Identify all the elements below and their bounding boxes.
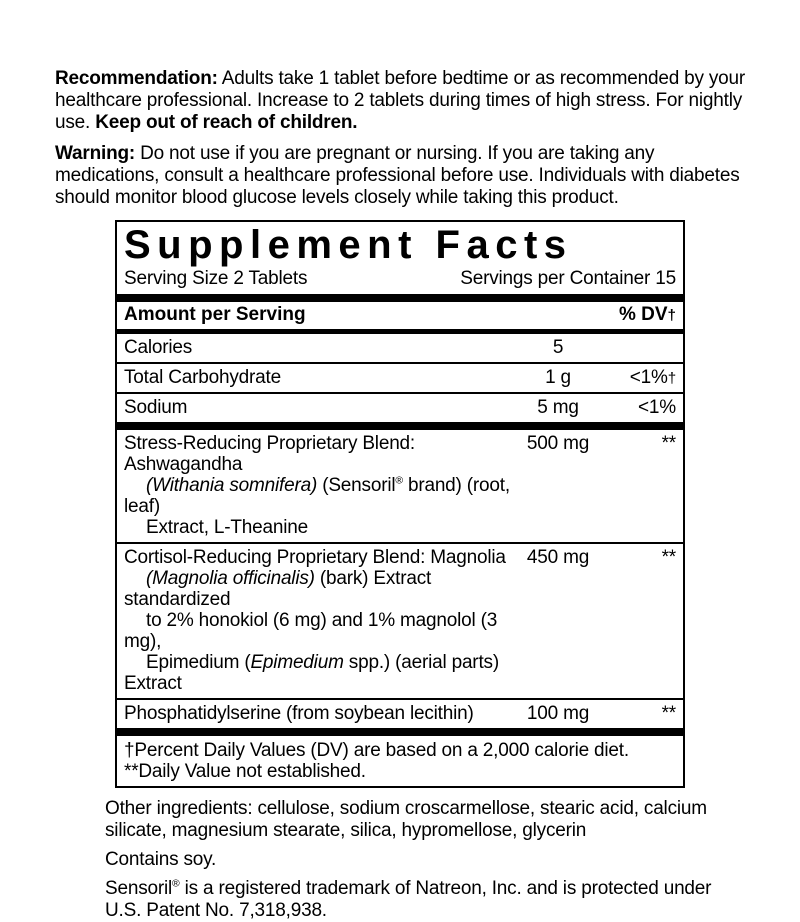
nutrient-row-calories (117, 334, 683, 362)
warning-body: Do not use if you are pregnant or nursing. If you are taking any medications, consult a healthcare professional before use. Individuals with diabetes should monitor blood glucose levels closely while taking this product. (55, 143, 740, 208)
keep-out-of-reach-sentence: Keep out of reach of children. (95, 112, 358, 133)
nutrient-amount: 1 g (545, 367, 571, 388)
nutrient-row-sodium (117, 394, 683, 422)
registered-mark: ® (172, 878, 180, 890)
blend-line: (Magnolia officinalis) (bark) Extract standardized (124, 568, 432, 610)
dagger-symbol: † (667, 370, 676, 387)
supplement-facts-panel (115, 220, 685, 788)
blend-dv: ** (661, 547, 676, 568)
servings-per-container: Servings per Container 15 (460, 268, 676, 289)
blend-row-stress-reducing (117, 430, 683, 542)
blend-amount: 450 mg (526, 547, 590, 568)
footnotes (117, 736, 683, 786)
contains-statement: Contains soy. (105, 849, 217, 870)
nutrient-amount: 5 mg (537, 397, 579, 418)
serving-size: Serving Size 2 Tablets (124, 268, 308, 289)
footnote-daily-values: †Percent Daily Values (DV) are based on a 2,000 calorie diet. (124, 740, 629, 761)
nutrient-name: Total Carbohydrate (124, 367, 281, 388)
divider-thick-footnotes (117, 728, 683, 736)
column-header-dv: % DV† (618, 304, 676, 325)
trademark-statement: Sensoril® is a registered trademark of Natreon, Inc. and is protected under U.S. Patent No. 7,318,938. (105, 878, 712, 921)
nutrient-amount: 5 (552, 337, 564, 358)
registered-mark: ® (395, 475, 403, 487)
serving-row (117, 267, 683, 294)
botanical-name: Epimedium (250, 652, 344, 673)
footer-text-block (105, 798, 750, 922)
warning-label: Warning: (55, 143, 136, 164)
nutrient-row-total-carbohydrate (117, 364, 683, 392)
blend-description: Phosphatidylserine (from soybean lecithin) (124, 703, 474, 724)
botanical-name: (Withania somnifera) (146, 475, 318, 496)
blend-dv: ** (661, 433, 676, 454)
blend-description (124, 547, 512, 694)
blend-line: (Withania somnifera) (Sensoril® brand) (root, leaf) (124, 475, 510, 517)
footnote-dv-not-established: **Daily Value not established. (124, 761, 366, 782)
blend-amount: 500 mg (526, 433, 590, 454)
divider-thick-top (117, 294, 683, 302)
column-header-row (117, 302, 683, 329)
column-header-amount: Amount per Serving (124, 304, 306, 325)
recommendation-paragraph (55, 0, 752, 134)
divider-thick-blends (117, 422, 683, 430)
blend-line: Stress-Reducing Proprietary Blend: Ashwagandha (124, 433, 416, 475)
facts-title: Supplement Facts (124, 223, 573, 267)
blend-line: Epimedium (Epimedium spp.) (aerial parts) Extract (124, 652, 499, 694)
blend-row-phosphatidylserine (117, 700, 683, 728)
blend-line: to 2% honokiol (6 mg) and 1% magnolol (3 mg), (124, 610, 498, 652)
botanical-name: (Magnolia officinalis) (146, 568, 315, 589)
blend-dv: ** (661, 703, 676, 724)
dagger-symbol: † (667, 307, 676, 324)
warning-paragraph (55, 143, 752, 209)
nutrient-name: Calories (124, 337, 193, 358)
blend-row-cortisol-reducing (117, 544, 683, 698)
blend-line: Cortisol-Reducing Proprietary Blend: Magnolia (124, 547, 506, 568)
blend-description (124, 433, 512, 538)
nutrient-dv: <1%† (629, 367, 676, 388)
nutrient-dv: <1% (638, 397, 676, 418)
nutrient-name: Sodium (124, 397, 188, 418)
blend-line: Extract, L-Theanine (146, 517, 309, 538)
recommendation-body: Adults take 1 tablet before bedtime or as recommended by your healthcare professional. Increase to 2 tablets during times of high stress. For nightly use. (55, 68, 746, 133)
blend-amount: 100 mg (526, 703, 590, 724)
other-ingredients: Other ingredients: cellulose, sodium croscarmellose, stearic acid, calcium silicate, magnesium stearate, silica, hypromellose, glycerin (105, 798, 707, 841)
recommendation-label: Recommendation: (55, 68, 218, 89)
